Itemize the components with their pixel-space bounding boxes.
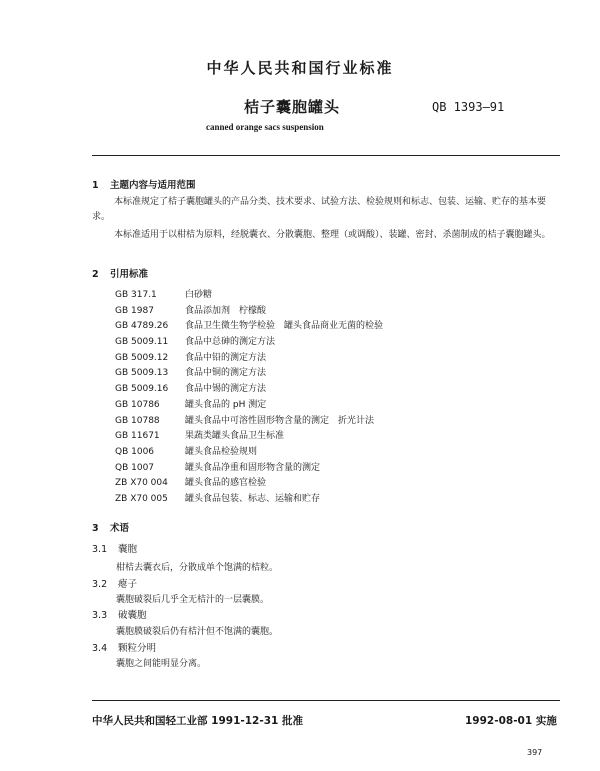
reference-title: 食品中铅的测定方法 bbox=[185, 352, 267, 363]
reference-code: GB 317.1 bbox=[115, 290, 157, 300]
reference-title: 罐头食品包装、标志、运输和贮存 bbox=[185, 493, 321, 504]
reference-list bbox=[115, 288, 383, 508]
reference-code: GB 1987 bbox=[115, 305, 154, 316]
reference-title: 罐头食品的感官检验 bbox=[185, 478, 267, 489]
reference-title: 罐头食品的 pH 测定 bbox=[185, 399, 267, 410]
reference-code: GB 10786 bbox=[115, 399, 160, 410]
standard-category-header: 中华人民共和国行业标准 bbox=[206, 59, 394, 77]
term-definition: 囊胞膜破裂后仍有桔汁但不饱满的囊胞。 bbox=[116, 627, 279, 637]
footer-divider bbox=[92, 700, 560, 701]
term-heading bbox=[92, 607, 147, 621]
reference-item bbox=[115, 398, 383, 414]
reference-code: QB 1007 bbox=[115, 462, 155, 473]
term-number: 3.1 bbox=[92, 544, 108, 555]
approval-statement: 中华人民共和国轻工业部 1991-12-31 批准 bbox=[92, 715, 303, 727]
section-3-number: 3 bbox=[92, 523, 99, 534]
title-divider bbox=[92, 155, 560, 156]
term-heading bbox=[92, 541, 137, 555]
reference-title: 罐头食品净重和固形物含量的测定 bbox=[185, 462, 321, 473]
section-3-heading bbox=[92, 520, 129, 534]
term-number: 3.3 bbox=[92, 610, 108, 621]
reference-code: GB 10788 bbox=[115, 415, 160, 426]
reference-code: GB 5009.12 bbox=[115, 352, 169, 363]
reference-title: 罐头食品检验规则 bbox=[185, 446, 258, 457]
term-name: 瘪子 bbox=[118, 579, 138, 590]
reference-title: 食品中总砷的测定方法 bbox=[185, 337, 276, 348]
term-name: 破囊胞 bbox=[118, 610, 147, 621]
reference-code: GB 5009.11 bbox=[115, 337, 169, 348]
section-1-title: 主题内容与适用范围 bbox=[110, 180, 196, 191]
term-number: 3.2 bbox=[92, 579, 108, 590]
reference-item bbox=[115, 288, 383, 304]
section-1-paragraph-1: 本标准规定了桔子囊胞罐头的产品分类、技术要求、试验方法、检验规则和标志、包装、运输、贮存的基本要求。 bbox=[92, 197, 547, 222]
section-2-number: 2 bbox=[92, 269, 99, 280]
reference-item bbox=[115, 429, 383, 445]
reference-code: GB 5009.16 bbox=[115, 384, 169, 395]
reference-item bbox=[115, 461, 383, 477]
reference-title: 罐头食品中可溶性固形物含量的测定 折光计法 bbox=[185, 415, 375, 426]
term-number: 3.4 bbox=[92, 643, 108, 654]
reference-title: 食品中锡的测定方法 bbox=[185, 384, 267, 395]
reference-code: ZB X70 005 bbox=[115, 493, 168, 504]
term-name: 颗粒分明 bbox=[118, 643, 157, 654]
reference-item bbox=[115, 351, 383, 367]
section-1-number: 1 bbox=[92, 180, 99, 191]
term-heading bbox=[92, 640, 156, 654]
page-number: 397 bbox=[527, 748, 543, 757]
reference-item bbox=[115, 445, 383, 461]
reference-code: ZB X70 004 bbox=[115, 478, 168, 489]
reference-title: 食品卫生微生物学检验 罐头食品商业无菌的检验 bbox=[185, 321, 384, 332]
section-2-title: 引用标准 bbox=[110, 269, 149, 280]
reference-item bbox=[115, 492, 383, 508]
section-2-heading bbox=[92, 266, 148, 280]
reference-code: QB 1006 bbox=[115, 446, 155, 457]
term-definition: 囊胞之间能明显分离。 bbox=[116, 659, 207, 669]
reference-code: GB 11671 bbox=[115, 431, 160, 442]
reference-code: GB 4789.26 bbox=[115, 321, 169, 332]
term-name: 囊胞 bbox=[118, 544, 138, 555]
section-1-paragraph-2: 本标准适用于以柑桔为原料，经脱囊衣、分散囊胞、整理（或调酸）、装罐、密封、杀菌制成的桔子囊胞罐头。 bbox=[114, 230, 551, 240]
section-1-heading bbox=[92, 177, 196, 191]
reference-title: 果蔬类罐头食品卫生标准 bbox=[185, 431, 285, 442]
term-heading bbox=[92, 576, 137, 590]
reference-item bbox=[115, 366, 383, 382]
document-title: 桔子囊胞罐头 bbox=[244, 98, 341, 116]
effective-date: 1992-08-01 实施 bbox=[465, 715, 557, 727]
reference-item bbox=[115, 382, 383, 398]
reference-item bbox=[115, 319, 383, 335]
reference-title: 食品添加剂 柠檬酸 bbox=[185, 305, 267, 316]
reference-item bbox=[115, 414, 383, 430]
term-definition: 柑桔去囊衣后，分散成单个饱满的桔粒。 bbox=[116, 563, 279, 573]
reference-title: 白砂糖 bbox=[185, 290, 213, 300]
reference-item bbox=[115, 304, 383, 320]
reference-title: 食品中铜的测定方法 bbox=[185, 368, 267, 379]
reference-item bbox=[115, 335, 383, 351]
reference-item bbox=[115, 476, 383, 492]
standard-code: QB 1393—91 bbox=[432, 100, 505, 114]
reference-code: GB 5009.13 bbox=[115, 368, 169, 379]
term-definition: 囊胞破裂后几乎全无桔汁的一层囊膜。 bbox=[116, 595, 270, 605]
section-3-title: 术语 bbox=[110, 523, 130, 534]
english-title: canned orange sacs suspension bbox=[206, 122, 324, 132]
